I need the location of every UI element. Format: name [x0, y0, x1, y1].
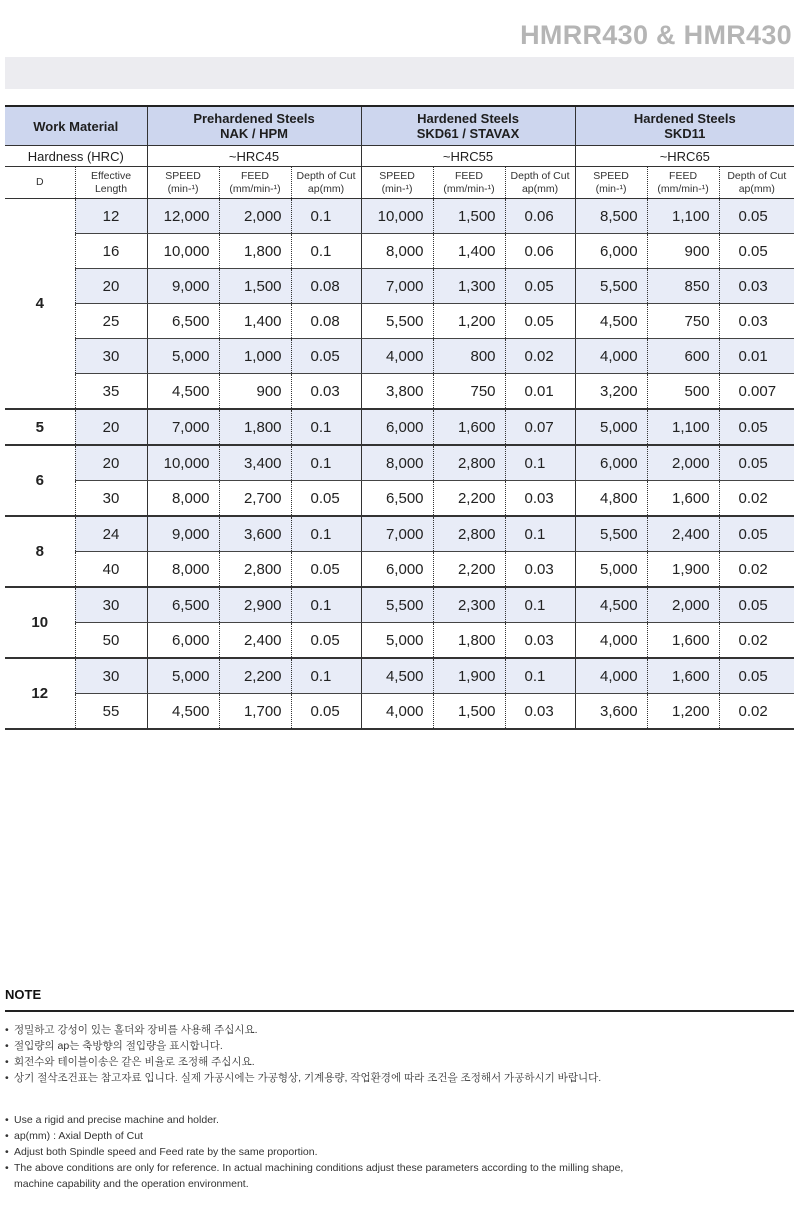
table-cell: 0.05: [719, 234, 794, 269]
conditions-body: [5, 199, 794, 730]
table-cell: 750: [433, 374, 505, 410]
table-cell: 20: [75, 409, 147, 445]
hardness-row: [5, 146, 794, 167]
table-cell: 0.1: [505, 587, 575, 623]
table-cell: 0.05: [719, 199, 794, 234]
table-cell: 4,500: [147, 374, 219, 410]
table-cell: 1,200: [433, 304, 505, 339]
table-row: [5, 234, 794, 269]
table-cell: 1,700: [219, 694, 291, 730]
table-cell: 4,000: [361, 339, 433, 374]
table-cell: 8,000: [361, 445, 433, 481]
table-cell: 2,700: [219, 481, 291, 517]
table-cell: 9,000: [147, 516, 219, 552]
column-header-row: [5, 167, 794, 199]
note-item: • 회전수와 테이블이송은 같은 비율로 조정해 주십시요.: [5, 1054, 794, 1070]
table-cell: 900: [219, 374, 291, 410]
col-effective-length: Effective Length: [75, 167, 147, 199]
table-cell: 0.1: [291, 199, 361, 234]
hardness-group-2: ~HRC55: [361, 146, 575, 167]
table-cell: 4,000: [575, 658, 647, 694]
table-cell: 0.02: [719, 552, 794, 588]
material-group-1: Prehardened Steels NAK / HPM: [147, 106, 361, 146]
table-cell: 5,000: [147, 339, 219, 374]
table-cell: 1,300: [433, 269, 505, 304]
table-cell: 0.05: [291, 339, 361, 374]
table-cell: 6,000: [147, 623, 219, 659]
note-item: • The above conditions are only for reference. In actual machining conditions adjust these parameters according to the milling shape, machine capability and the operation environment.: [5, 1160, 794, 1192]
table-row: [5, 304, 794, 339]
table-cell: 0.03: [505, 694, 575, 730]
table-cell: 0.05: [291, 623, 361, 659]
note-item: • 상기 절삭조건표는 참고자료 입니다. 실제 가공시에는 가공형상, 기계용량, 작업환경에 따라 조건을 조정해서 가공하시기 바랍니다.: [5, 1070, 794, 1086]
hardness-group-3: ~HRC65: [575, 146, 794, 167]
table-cell: 10,000: [147, 445, 219, 481]
table-cell: 16: [75, 234, 147, 269]
table-cell: 5,500: [575, 269, 647, 304]
table-cell: 800: [433, 339, 505, 374]
table-cell: 30: [75, 339, 147, 374]
table-cell: 4,500: [575, 304, 647, 339]
table-row: [5, 269, 794, 304]
table-cell: 0.1: [291, 409, 361, 445]
diameter-cell: 12: [5, 658, 75, 729]
table-row: [5, 409, 794, 445]
table-cell: 6,000: [361, 409, 433, 445]
table-cell: 30: [75, 481, 147, 517]
col-depth-of-cut: Depth of Cut ap(mm): [505, 167, 575, 199]
table-cell: 4,500: [575, 587, 647, 623]
table-cell: 0.05: [719, 445, 794, 481]
hardness-group-1: ~HRC45: [147, 146, 361, 167]
table-cell: 1,500: [433, 199, 505, 234]
table-cell: 9,000: [147, 269, 219, 304]
table-cell: 2,400: [219, 623, 291, 659]
table-cell: 1,400: [433, 234, 505, 269]
table-cell: 5,000: [575, 552, 647, 588]
table-cell: 2,800: [433, 445, 505, 481]
table-cell: 3,800: [361, 374, 433, 410]
table-cell: 2,300: [433, 587, 505, 623]
note-item: • 정밀하고 강성이 있는 홀더와 장비를 사용해 주십시요.: [5, 1022, 794, 1038]
table-cell: 20: [75, 269, 147, 304]
table-cell: 1,800: [219, 409, 291, 445]
table-cell: 1,600: [647, 623, 719, 659]
table-cell: 5,500: [361, 304, 433, 339]
table-cell: 3,400: [219, 445, 291, 481]
table-cell: 1,600: [647, 658, 719, 694]
table-cell: 6,500: [147, 587, 219, 623]
table-cell: 3,200: [575, 374, 647, 410]
table-row: [5, 481, 794, 517]
table-cell: 1,200: [647, 694, 719, 730]
col-speed: SPEED (min-¹): [575, 167, 647, 199]
table-cell: 0.1: [505, 445, 575, 481]
col-diameter: D: [5, 167, 75, 199]
table-cell: 2,000: [647, 587, 719, 623]
table-cell: 5,000: [575, 409, 647, 445]
table-cell: 0.05: [719, 658, 794, 694]
table-cell: 6,500: [361, 481, 433, 517]
table-row: [5, 374, 794, 410]
table-cell: 2,200: [219, 658, 291, 694]
table-cell: 2,800: [433, 516, 505, 552]
table-cell: 0.1: [291, 587, 361, 623]
table-cell: 0.08: [291, 304, 361, 339]
table-cell: 0.1: [291, 445, 361, 481]
table-cell: 8,000: [147, 481, 219, 517]
table-cell: 1,600: [433, 409, 505, 445]
table-cell: 1,500: [219, 269, 291, 304]
table-cell: 10,000: [147, 234, 219, 269]
table-cell: 0.05: [719, 587, 794, 623]
col-feed: FEED (mm/min-¹): [219, 167, 291, 199]
table-cell: 0.1: [505, 516, 575, 552]
table-cell: 0.01: [719, 339, 794, 374]
col-speed: SPEED (min-¹): [361, 167, 433, 199]
work-material-label: Work Material: [5, 106, 147, 146]
table-cell: 1,500: [433, 694, 505, 730]
table-cell: 40: [75, 552, 147, 588]
table-cell: 7,000: [361, 516, 433, 552]
material-group-3: Hardened Steels SKD11: [575, 106, 794, 146]
table-cell: 5,500: [575, 516, 647, 552]
table-cell: 500: [647, 374, 719, 410]
table-cell: 2,000: [647, 445, 719, 481]
table-cell: 0.03: [719, 304, 794, 339]
table-cell: 750: [647, 304, 719, 339]
table-cell: 0.03: [505, 623, 575, 659]
table-cell: 1,400: [219, 304, 291, 339]
table-row: [5, 587, 794, 623]
note-item: • 절입량의 ap는 축방향의 절입량을 표시합니다.: [5, 1038, 794, 1054]
table-cell: 1,100: [647, 409, 719, 445]
table-cell: 4,000: [361, 694, 433, 730]
table-row: [5, 445, 794, 481]
table-cell: 0.05: [291, 481, 361, 517]
table-cell: 2,900: [219, 587, 291, 623]
table-cell: 0.1: [291, 658, 361, 694]
table-cell: 0.1: [291, 516, 361, 552]
diameter-cell: 5: [5, 409, 75, 445]
table-cell: 8,000: [147, 552, 219, 588]
table-cell: 1,600: [647, 481, 719, 517]
table-cell: 5,000: [361, 623, 433, 659]
table-row: [5, 623, 794, 659]
table-cell: 0.1: [291, 234, 361, 269]
table-row: [5, 199, 794, 234]
table-cell: 4,500: [361, 658, 433, 694]
col-depth-of-cut: Depth of Cut ap(mm): [719, 167, 794, 199]
table-cell: 2,000: [219, 199, 291, 234]
table-cell: 6,000: [575, 234, 647, 269]
table-cell: 850: [647, 269, 719, 304]
table-row: [5, 552, 794, 588]
table-cell: 4,500: [147, 694, 219, 730]
table-cell: 25: [75, 304, 147, 339]
table-cell: 10,000: [361, 199, 433, 234]
table-cell: 0.02: [719, 694, 794, 730]
material-group-2: Hardened Steels SKD61 / STAVAX: [361, 106, 575, 146]
table-cell: 0.06: [505, 234, 575, 269]
table-cell: 0.05: [505, 269, 575, 304]
table-cell: 0.08: [291, 269, 361, 304]
material-header-row: [5, 106, 794, 146]
table-cell: 0.02: [719, 481, 794, 517]
diameter-cell: 8: [5, 516, 75, 587]
note-item: • ap(mm) : Axial Depth of Cut: [5, 1128, 794, 1144]
table-cell: 4,000: [575, 339, 647, 374]
table-cell: 600: [647, 339, 719, 374]
table-cell: 4,800: [575, 481, 647, 517]
table-cell: 0.05: [291, 694, 361, 730]
table-cell: 6,000: [575, 445, 647, 481]
table-cell: 8,000: [361, 234, 433, 269]
table-row: [5, 658, 794, 694]
table-cell: 900: [647, 234, 719, 269]
table-cell: 0.07: [505, 409, 575, 445]
table-cell: 30: [75, 587, 147, 623]
table-cell: 2,400: [647, 516, 719, 552]
table-cell: 0.02: [719, 623, 794, 659]
note-list-english: [5, 1112, 794, 1192]
table-cell: 3,600: [219, 516, 291, 552]
col-feed: FEED (mm/min-¹): [433, 167, 505, 199]
table-cell: 20: [75, 445, 147, 481]
table-cell: 0.01: [505, 374, 575, 410]
table-cell: 0.06: [505, 199, 575, 234]
table-cell: 0.03: [505, 481, 575, 517]
table-cell: 3,600: [575, 694, 647, 730]
table-row: [5, 339, 794, 374]
table-row: [5, 694, 794, 730]
table-cell: 0.05: [719, 409, 794, 445]
table-cell: 4,000: [575, 623, 647, 659]
table-cell: 6,500: [147, 304, 219, 339]
note-list-korean: [5, 1022, 794, 1086]
table-cell: 0.1: [505, 658, 575, 694]
table-cell: 0.05: [505, 304, 575, 339]
table-cell: 0.05: [291, 552, 361, 588]
table-cell: 35: [75, 374, 147, 410]
diameter-cell: 4: [5, 199, 75, 410]
diameter-cell: 10: [5, 587, 75, 658]
table-cell: 5,000: [147, 658, 219, 694]
table-cell: 24: [75, 516, 147, 552]
table-cell: 2,200: [433, 481, 505, 517]
table-cell: 12,000: [147, 199, 219, 234]
table-cell: 7,000: [361, 269, 433, 304]
table-cell: 0.03: [719, 269, 794, 304]
table-cell: 6,000: [361, 552, 433, 588]
page-title: HMRR430 & HMR430: [520, 20, 792, 50]
col-speed: SPEED (min-¹): [147, 167, 219, 199]
col-feed: FEED (mm/min-¹): [647, 167, 719, 199]
table-cell: 0.007: [719, 374, 794, 410]
table-cell: 0.03: [505, 552, 575, 588]
table-cell: 1,900: [433, 658, 505, 694]
note-title: NOTE: [5, 987, 42, 1002]
table-cell: 1,800: [433, 623, 505, 659]
table-cell: 8,500: [575, 199, 647, 234]
table-cell: 0.05: [719, 516, 794, 552]
header-band: [5, 57, 794, 89]
table-cell: 2,200: [433, 552, 505, 588]
table-cell: 50: [75, 623, 147, 659]
table-cell: 0.02: [505, 339, 575, 374]
table-cell: 0.03: [291, 374, 361, 410]
table-cell: 5,500: [361, 587, 433, 623]
note-item: • Adjust both Spindle speed and Feed rate by the same proportion.: [5, 1144, 794, 1160]
hardness-label: Hardness (HRC): [5, 146, 147, 167]
col-depth-of-cut: Depth of Cut ap(mm): [291, 167, 361, 199]
table-cell: 1,000: [219, 339, 291, 374]
table-cell: 1,800: [219, 234, 291, 269]
cutting-conditions-table: [5, 105, 794, 730]
table-cell: 7,000: [147, 409, 219, 445]
table-cell: 1,100: [647, 199, 719, 234]
table-row: [5, 516, 794, 552]
note-divider: [5, 1010, 794, 1012]
table-cell: 55: [75, 694, 147, 730]
table-cell: 2,800: [219, 552, 291, 588]
note-item: • Use a rigid and precise machine and holder.: [5, 1112, 794, 1128]
table-cell: 12: [75, 199, 147, 234]
diameter-cell: 6: [5, 445, 75, 516]
table-cell: 1,900: [647, 552, 719, 588]
table-cell: 30: [75, 658, 147, 694]
